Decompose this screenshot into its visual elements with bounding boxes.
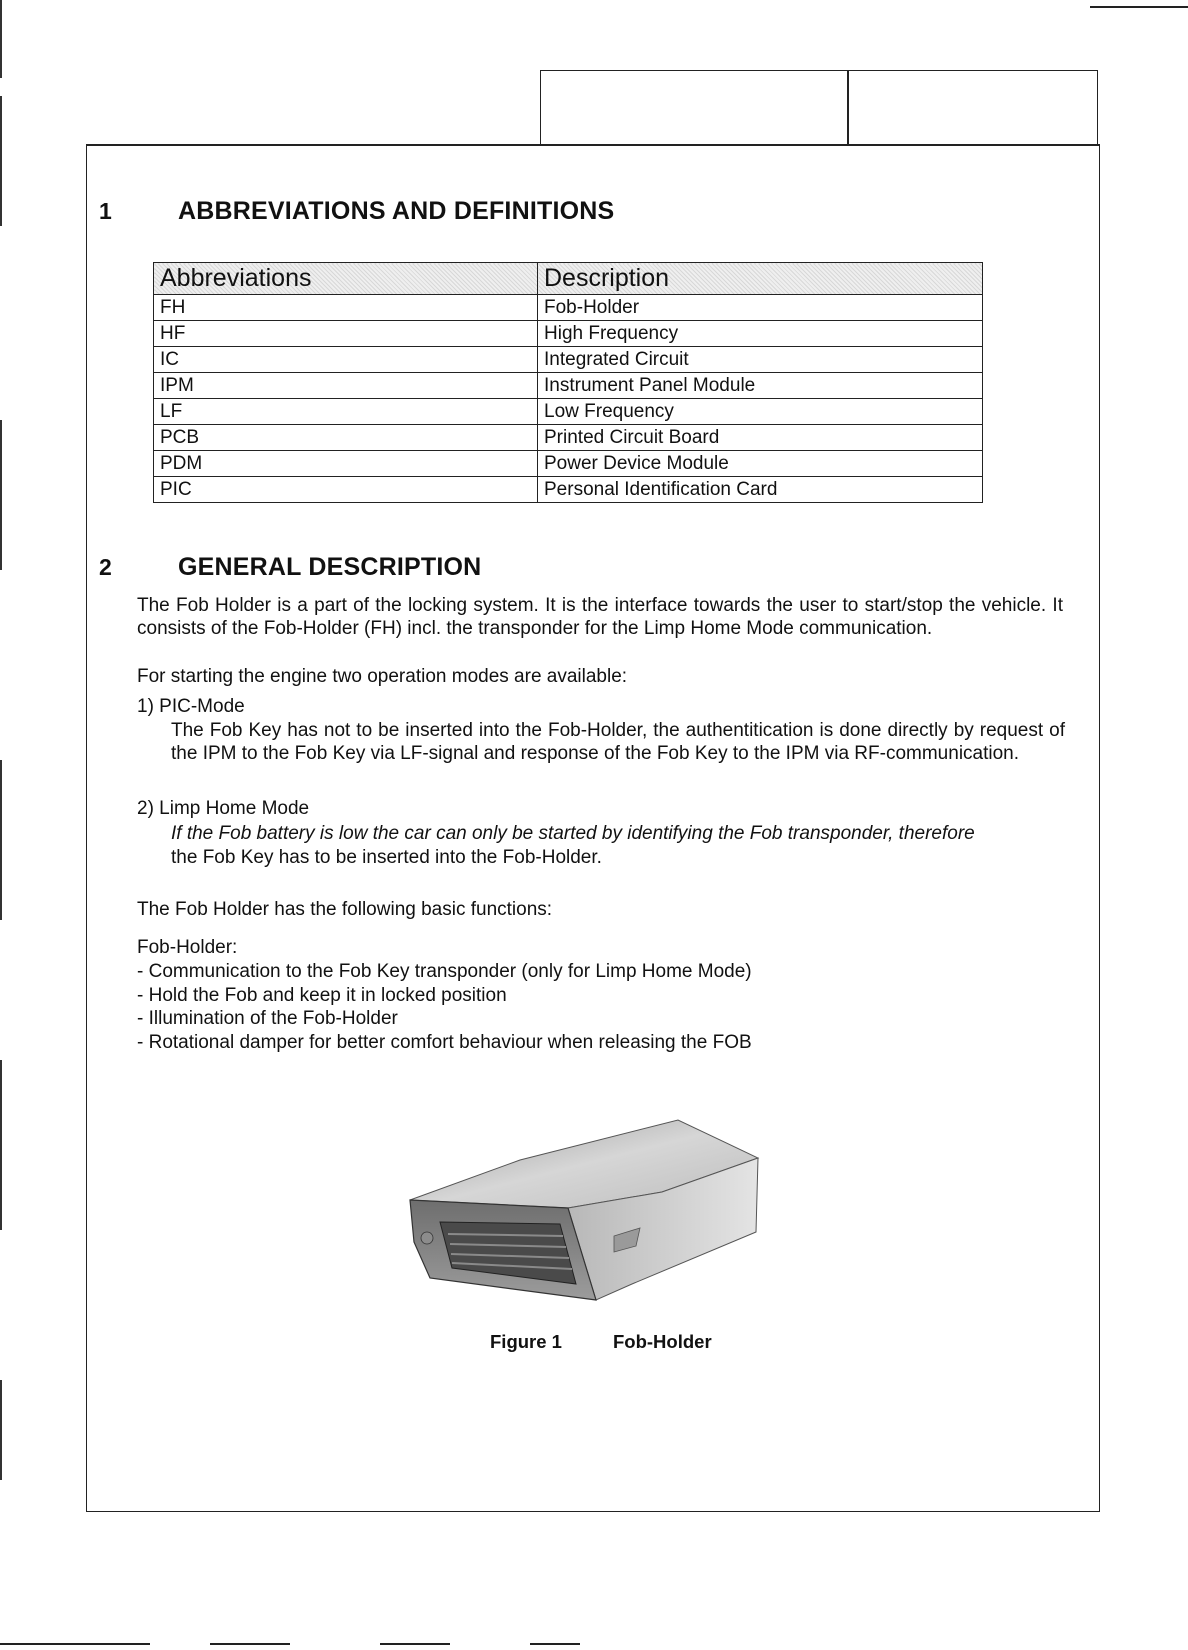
scan-edge-mark [0, 420, 2, 570]
description-cell: Power Device Module [538, 451, 983, 477]
bottom-edge-mark [0, 1643, 150, 1645]
description-cell: Low Frequency [538, 399, 983, 425]
table-header-row [154, 263, 983, 295]
header-box-divider [847, 71, 849, 145]
section-1-title: ABBREVIATIONS AND DEFINITIONS [178, 197, 615, 225]
fob-holder-photo [400, 1112, 780, 1322]
general-description-intro: The Fob Holder is a part of the locking system. It is the interface towards the user to start/stop the vehicle. It consists of the Fob-Holder (FH) incl. the transponder for the Limp Home Mode communication. [137, 595, 1063, 639]
description-cell: Fob-Holder [538, 295, 983, 321]
scan-edge-mark [0, 1060, 2, 1230]
mode-1-text: The Fob Key has not to be inserted into the Fob-Holder, the authentitication is done directly by request of the IPM to the Fob Key via LF-signal and response of the Fob Key to the IPM via RF-communication. [171, 720, 1065, 764]
scan-edge-mark [0, 1380, 2, 1480]
functions-group-label: Fob-Holder: [137, 937, 238, 958]
function-list-item: - Illumination of the Fob-Holder [137, 1008, 398, 1029]
section-1-number: 1 [99, 198, 112, 224]
figure-number: Figure 1 [490, 1331, 562, 1352]
table-row [154, 321, 983, 347]
abbreviation-cell: IC [154, 347, 538, 373]
scan-edge-mark [0, 760, 2, 920]
function-list-item: - Communication to the Fob Key transponder (only for Limp Home Mode) [137, 961, 752, 982]
mode-1-label: 1) PIC-Mode [137, 696, 245, 717]
abbreviation-cell: IPM [154, 373, 538, 399]
section-2-number: 2 [99, 554, 112, 580]
function-list-item: - Rotational damper for better comfort behaviour when releasing the FOB [137, 1032, 752, 1053]
bottom-edge-mark [210, 1643, 290, 1645]
bottom-edge-mark [380, 1643, 450, 1645]
scan-edge-mark [0, 96, 2, 226]
table-row [154, 347, 983, 373]
scan-edge-mark [0, 0, 2, 78]
table-row [154, 399, 983, 425]
abbreviation-cell: PDM [154, 451, 538, 477]
description-cell: Instrument Panel Module [538, 373, 983, 399]
table-header-description: Description [538, 263, 983, 295]
abbreviation-cell: LF [154, 399, 538, 425]
abbreviation-cell: HF [154, 321, 538, 347]
mode-2-label: 2) Limp Home Mode [137, 798, 310, 819]
figure-caption: Fob-Holder [613, 1331, 712, 1352]
table-row [154, 477, 983, 503]
bottom-edge-mark [530, 1643, 580, 1645]
function-list-item: - Hold the Fob and keep it in locked position [137, 985, 507, 1006]
abbreviation-cell: PIC [154, 477, 538, 503]
abbreviation-cell: PCB [154, 425, 538, 451]
header-box [540, 70, 1098, 144]
description-cell: High Frequency [538, 321, 983, 347]
table-row [154, 295, 983, 321]
table-header-abbreviations: Abbreviations [154, 263, 538, 295]
mode-2-text-rest: the Fob Key has to be inserted into the Fob-Holder. [171, 847, 602, 868]
description-cell: Integrated Circuit [538, 347, 983, 373]
abbreviation-cell: FH [154, 295, 538, 321]
top-edge-line [1090, 6, 1188, 8]
table-row [154, 451, 983, 477]
table-row [154, 425, 983, 451]
section-2-title: GENERAL DESCRIPTION [178, 553, 482, 581]
description-cell: Personal Identification Card [538, 477, 983, 503]
description-cell: Printed Circuit Board [538, 425, 983, 451]
abbreviations-table [153, 262, 983, 503]
table-row [154, 373, 983, 399]
mode-2-text-italic: If the Fob battery is low the car can only be started by identifying the Fob transponder, therefore [171, 823, 975, 844]
operation-modes-intro: For starting the engine two operation modes are available: [137, 666, 628, 687]
functions-intro: The Fob Holder has the following basic functions: [137, 899, 553, 920]
